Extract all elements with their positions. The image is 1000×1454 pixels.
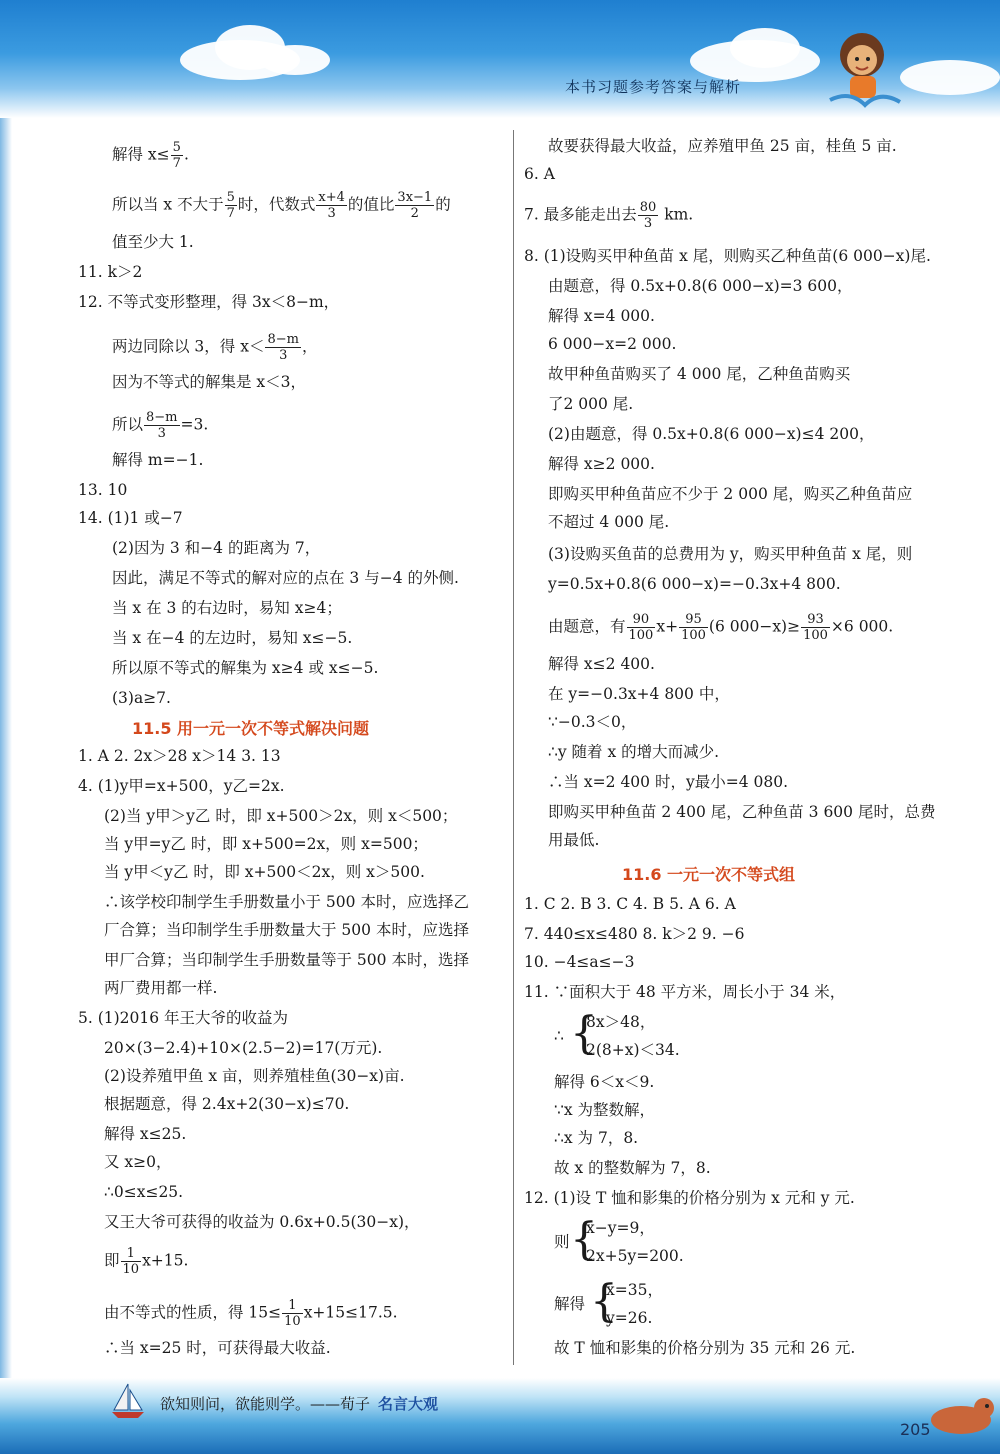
- answer-line: 解得 6＜x＜9.: [554, 1073, 655, 1091]
- system-line: 2(8+x)＜34.: [586, 1041, 680, 1059]
- cloud-decoration: [730, 28, 800, 68]
- answer-line: (2)由题意，得 0.5x+0.8(6 000−x)≤4 200，: [548, 425, 875, 443]
- brace-symbol: {: [570, 1214, 598, 1265]
- answer-line: 解得 x≤2 400.: [548, 655, 655, 673]
- answer-line: 不超过 4 000 尾.: [548, 513, 670, 531]
- answer-line: 由不等式的性质，得 15≤ $\frac{1}{10}$ x+15≤17.5.: [104, 1298, 398, 1329]
- answer-line: ∴y 随着 x 的增大而减少.: [548, 743, 720, 761]
- system-line: y=26.: [606, 1309, 653, 1327]
- footer-quote: [160, 1393, 438, 1414]
- seal-animal-icon: [926, 1388, 996, 1438]
- answer-line: ∴0≤x≤25.: [104, 1183, 184, 1201]
- brace-symbol: {: [570, 1008, 598, 1059]
- answer-line: 当 x 在−4 的左边时，易知 x≤−5.: [112, 629, 353, 647]
- answer-line: 当 x 在 3 的右边时，易知 x≥4；: [112, 599, 342, 617]
- answer-line: 故 T 恤和影集的价格分别为 35 元和 26 元.: [554, 1339, 856, 1357]
- answer-line: (3)a≥7.: [112, 689, 171, 707]
- system-line: 2x+5y=200.: [586, 1247, 684, 1265]
- answer-line: 解得 x=4 000.: [548, 307, 655, 325]
- answer-line: 解得: [554, 1295, 586, 1313]
- answer-line: 6. A: [524, 165, 555, 183]
- system-line: x−y=9，: [586, 1219, 655, 1237]
- answer-line: ∴该学校印制学生手册数量小于 500 本时，应选择乙: [104, 893, 469, 911]
- section-heading: 11.5 用一元一次不等式解决问题: [132, 719, 370, 738]
- answer-line: 解得 x≤25.: [104, 1125, 187, 1143]
- left-edge-decoration: [0, 118, 12, 1378]
- answer-line: 解得 x≤ $\frac{5}{7}$ .: [112, 140, 189, 171]
- footer-waves: [0, 1378, 1000, 1454]
- answer-line: 1. A 2. 2x＞28 x＞14 3. 13: [78, 747, 281, 765]
- answer-line: 即购买甲种鱼苗应不少于 2 000 尾，购买乙种鱼苗应: [548, 485, 913, 503]
- answer-line: 20×(3−2.4)+10×(2.5−2)=17(万元).: [104, 1039, 383, 1057]
- answer-line: 两边同除以 3，得 x＜ $\frac{8-m}{3}$ ，: [112, 332, 318, 363]
- answer-line: 故甲种鱼苗购买了 4 000 尾，乙种鱼苗购买: [548, 365, 851, 383]
- system-line: x=35，: [606, 1281, 663, 1299]
- answer-line: (2)因为 3 和−4 的距离为 7，: [112, 539, 321, 557]
- answer-line: (2)设养殖甲鱼 x 亩，则养殖桂鱼(30−x)亩.: [104, 1067, 405, 1085]
- column-divider: [513, 130, 514, 1365]
- answer-line: 4. (1)y甲=x+500，y乙=2x.: [78, 777, 285, 795]
- answer-line: 根据题意，得 2.4x+2(30−x)≤70.: [104, 1095, 350, 1113]
- answer-line: ∵x 为整数解，: [554, 1101, 656, 1119]
- answer-line: 厂合算；当印制学生手册数量大于 500 本时，应选择: [104, 921, 469, 939]
- answer-line: 10. −4≤a≤−3: [524, 953, 635, 971]
- cloud-decoration: [900, 60, 1000, 95]
- answer-line: ∵−0.3＜0，: [548, 713, 637, 731]
- answer-line: 则: [554, 1233, 570, 1251]
- answer-line: 即购买甲种鱼苗 2 400 尾，乙种鱼苗 3 600 尾时，总费: [548, 803, 936, 821]
- mascot-girl-icon: [820, 20, 910, 115]
- answer-line: 13. 10: [78, 481, 128, 499]
- header-banner: [0, 0, 1000, 118]
- answer-line: 了2 000 尾.: [548, 395, 634, 413]
- brace-symbol: {: [590, 1276, 618, 1327]
- answer-line: 所以当 x 不大于 $\frac{5}{7}$ 时，代数式 $\frac{x+4}{3}$ 的值比 $\frac{3x-1}{2}$ 的: [112, 190, 451, 221]
- answer-line: ∴当 x=25 时，可获得最大收益.: [104, 1339, 331, 1357]
- answer-line: 1. C 2. B 3. C 4. B 5. A 6. A: [524, 895, 736, 913]
- answer-line: 值至少大 1.: [112, 233, 194, 251]
- answer-line: ∴当 x=2 400 时，y最小=4 080.: [548, 773, 789, 791]
- answer-line: 8. (1)设购买甲种鱼苗 x 尾，则购买乙种鱼苗(6 000−x)尾.: [524, 247, 931, 265]
- answer-line: 故要获得最大收益，应养殖甲鱼 25 亩，桂鱼 5 亩.: [548, 137, 897, 155]
- answer-line: (2)当 y甲＞y乙 时，即 x+500＞2x，则 x＜500；: [104, 807, 458, 825]
- answer-line: 解得 x≥2 000.: [548, 455, 655, 473]
- answer-line: 故 x 的整数解为 7，8.: [554, 1159, 711, 1177]
- answer-line: 在 y=−0.3x+4 800 中，: [548, 685, 730, 703]
- answer-line: 7. 440≤x≤480 8. k＞2 9. −6: [524, 925, 745, 943]
- answer-line: 14. (1)1 或−7: [78, 509, 183, 527]
- answer-line: 解得 m=−1.: [112, 451, 204, 469]
- page-header-title: 本书习题参考答案与解析: [565, 78, 742, 96]
- system-line: 8x＞48，: [586, 1013, 656, 1031]
- answer-line: 用最低.: [548, 831, 600, 849]
- answer-line: 由题意，得 0.5x+0.8(6 000−x)=3 600，: [548, 277, 853, 295]
- answer-line: 5. (1)2016 年王大爷的收益为: [78, 1009, 289, 1027]
- answer-line: 11. ∵面积大于 48 平方米，周长小于 34 米，: [524, 983, 846, 1001]
- answer-line: 12. 不等式变形整理，得 3x＜8−m，: [78, 293, 340, 311]
- answer-line: 甲厂合算；当印制学生手册数量等于 500 本时，选择: [104, 951, 469, 969]
- answer-line: 所以 $\frac{8-m}{3}$ =3.: [112, 410, 209, 441]
- answer-line: 7. 最多能走出去 $\frac{80}{3}$ km.: [524, 200, 694, 231]
- quote-source: 名言大观: [378, 1395, 439, 1413]
- answer-line: (3)设购买鱼苗的总费用为 y，购买甲种鱼苗 x 尾，则: [548, 545, 913, 563]
- answer-line: 6 000−x=2 000.: [548, 335, 677, 353]
- answer-line: 当 y甲=y乙 时，即 x+500=2x，则 x=500；: [104, 835, 428, 853]
- answer-line: ∴: [554, 1027, 564, 1045]
- cloud-decoration: [260, 45, 330, 75]
- answer-line: 12. (1)设 T 恤和影集的价格分别为 x 元和 y 元.: [524, 1189, 855, 1207]
- answer-line: 当 y甲＜y乙 时，即 x+500＜2x，则 x＞500.: [104, 863, 425, 881]
- answer-line: 11. k＞2: [78, 263, 143, 281]
- answer-line: 又 x≥0，: [104, 1153, 172, 1171]
- answer-line: 因此，满足不等式的解对应的点在 3 与−4 的外侧.: [112, 569, 459, 587]
- answer-line: 由题意，有 $\frac{90}{100}$ x+ $\frac{95}{100}$ (6 000−x)≥ $\frac{93}{100}$ ×6 000.: [548, 612, 894, 643]
- answer-line: 两厂费用都一样.: [104, 979, 218, 997]
- answer-line: 所以原不等式的解集为 x≥4 或 x≤−5.: [112, 659, 379, 677]
- answer-line: 因为不等式的解集是 x＜3，: [112, 373, 307, 391]
- answer-line: ∴x 为 7，8.: [554, 1129, 639, 1147]
- section-heading: 11.6 一元一次不等式组: [622, 865, 796, 884]
- answer-line: y=0.5x+0.8(6 000−x)=−0.3x+4 800.: [548, 575, 841, 593]
- answer-line: 即 $\frac{1}{10}$ x+15.: [104, 1246, 189, 1277]
- answer-line: 又王大爷可获得的收益为 0.6x+0.5(30−x)，: [104, 1213, 420, 1231]
- sailboat-icon: [108, 1380, 148, 1420]
- page-number: 205: [900, 1420, 931, 1439]
- quote-text: 欲知则问，欲能则学。——荀子: [160, 1395, 371, 1413]
